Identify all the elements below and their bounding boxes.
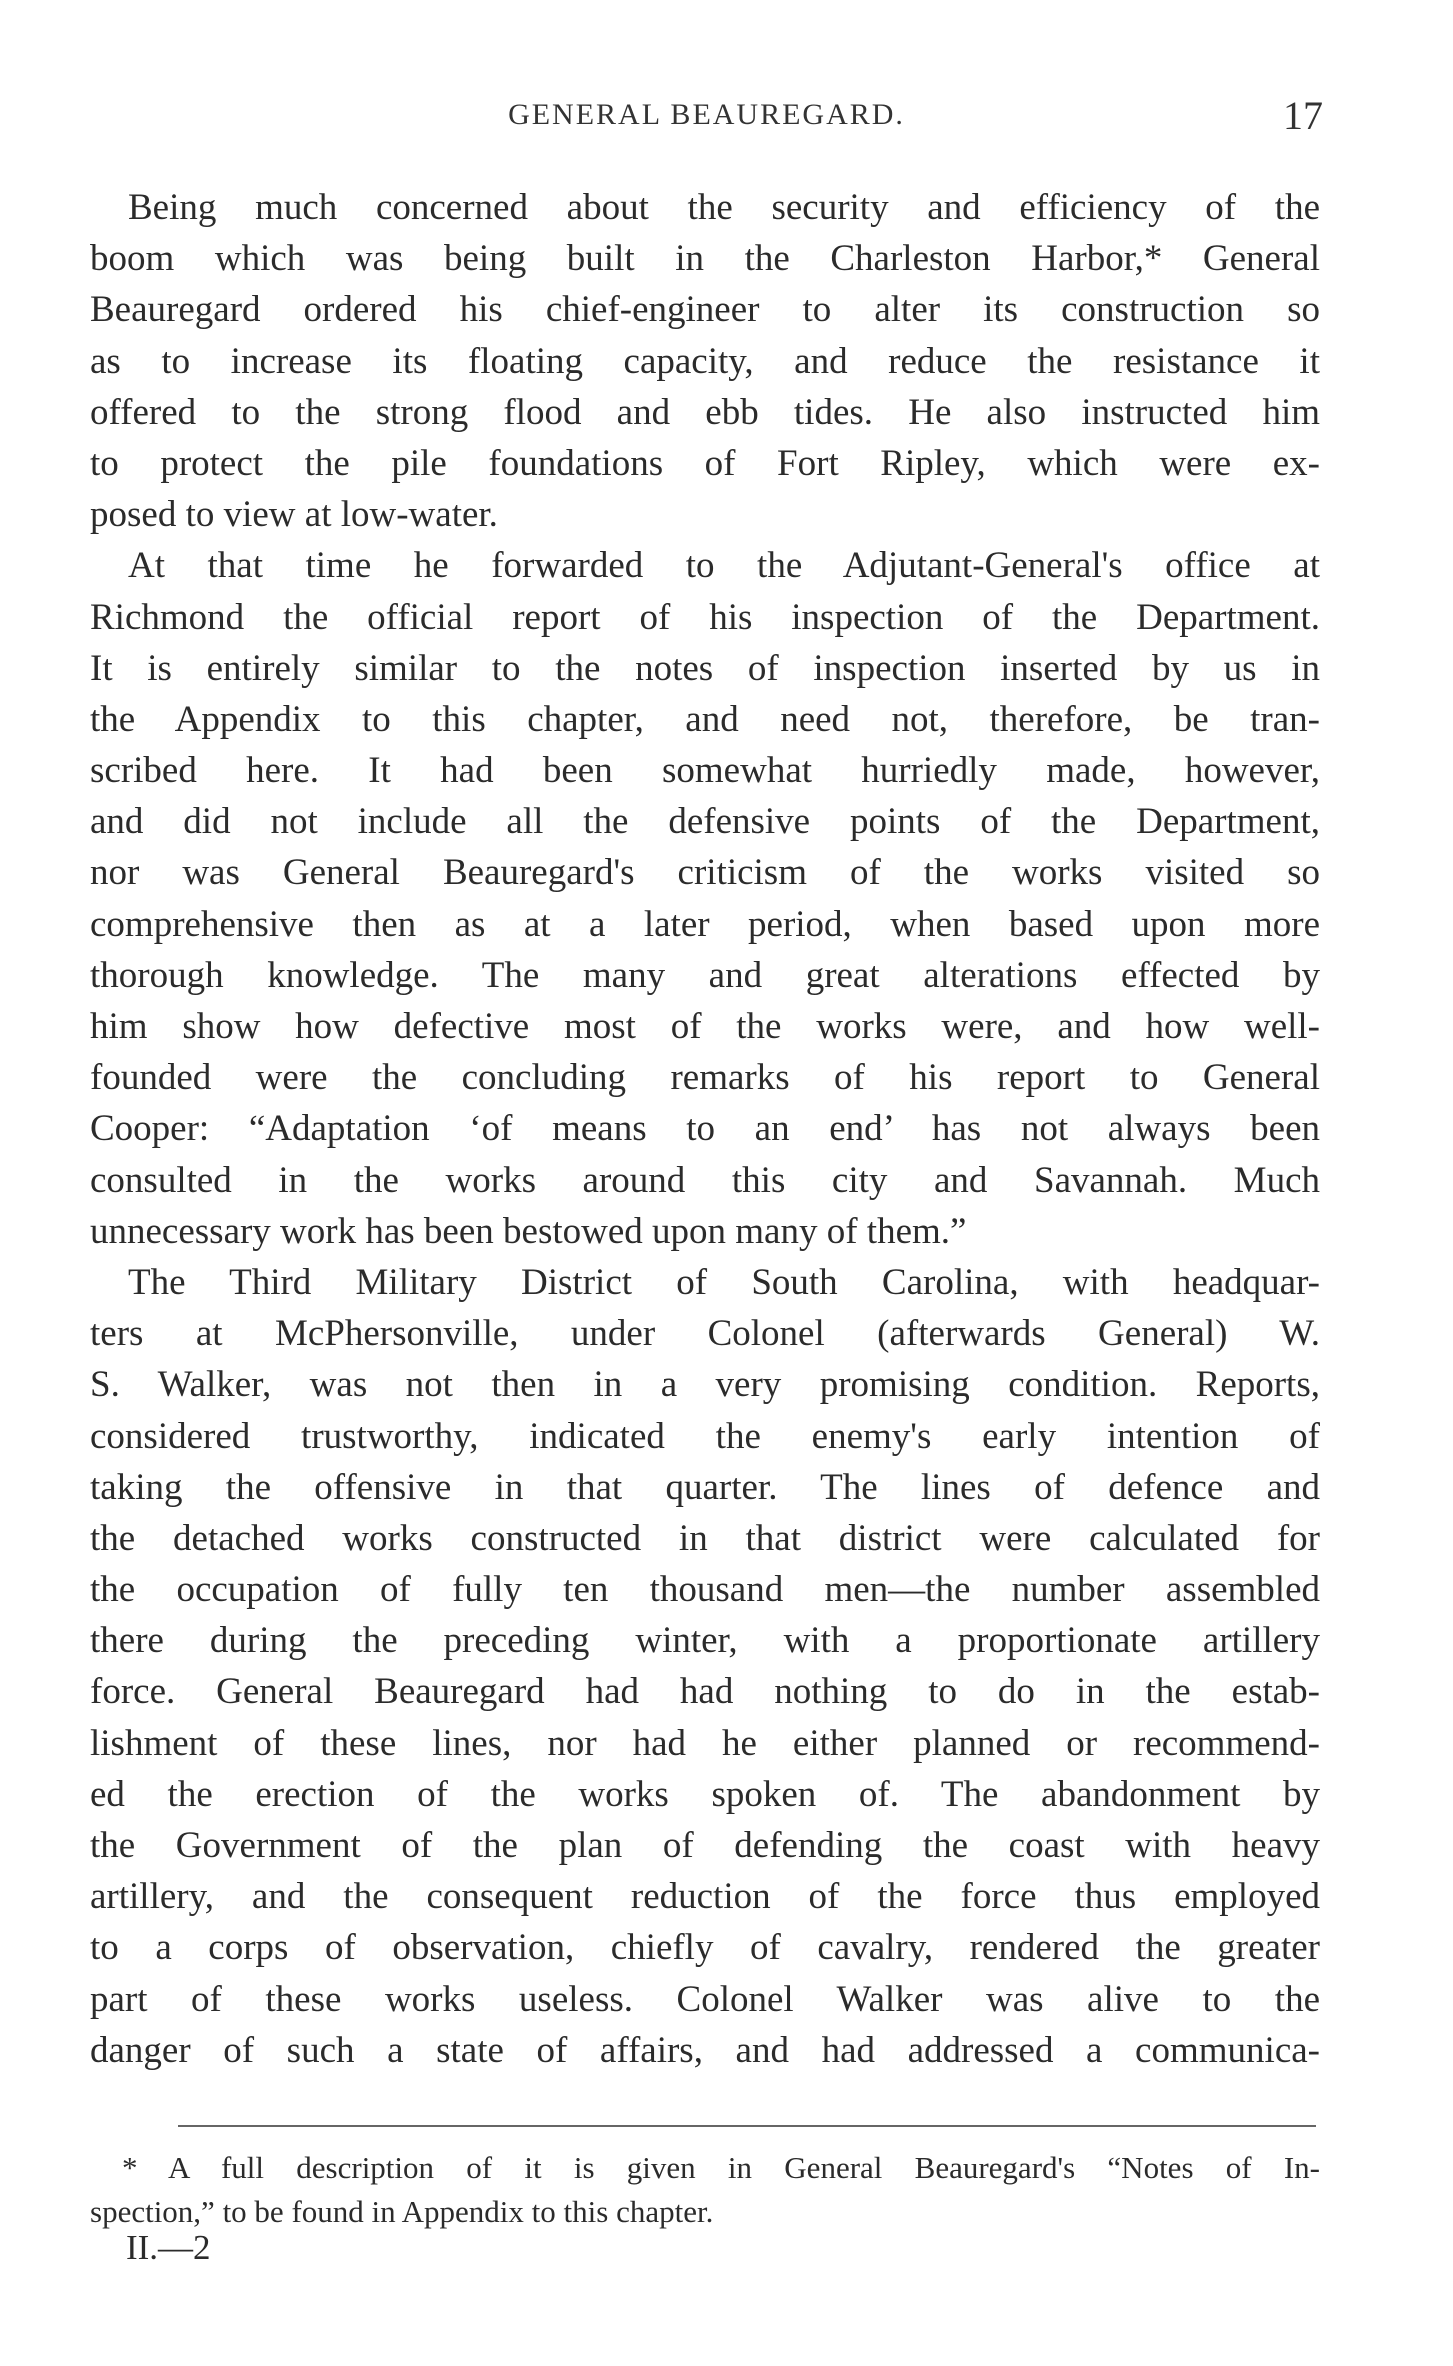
text-line: The Third Military District of South Carolina, with headquar-	[128, 1261, 1320, 1303]
text-line: there during the preceding winter, with a proportionate artillery	[90, 1620, 1320, 1662]
signature-mark: II.—2	[126, 2228, 211, 2267]
text-line: Richmond the official report of his inspection of the Department.	[90, 596, 1320, 638]
text-line: Being much concerned about the security and efficiency of the	[128, 187, 1320, 228]
running-head	[90, 93, 1323, 148]
text-line: offered to the strong flood and ebb tides. He also instructed him	[90, 391, 1320, 433]
footnote-line: * A full description of it is given in General Beauregard's “Notes of In-	[122, 2150, 1320, 2185]
text-line: Cooper: “Adaptation ‘of means to an end’ has not always been	[90, 1108, 1320, 1150]
text-line: consulted in the works around this city and Savannah. Much	[90, 1159, 1320, 1201]
text-line: and did not include all the defensive points of the Department,	[90, 801, 1320, 843]
text-line: part of these works useless. Colonel Walker was alive to the	[90, 1978, 1320, 2020]
text-line: force. General Beauregard had had nothing to do in the estab-	[90, 1671, 1320, 1713]
text-line: S. Walker, was not then in a very promising condition. Reports,	[90, 1364, 1320, 1406]
text-line: nor was General Beauregard's criticism of the works visited so	[90, 852, 1320, 894]
text-line: the Appendix to this chapter, and need not, therefore, be tran-	[90, 698, 1320, 740]
text-line: thorough knowledge. The many and great alterations effected by	[90, 954, 1320, 996]
body-text	[90, 182, 1320, 2076]
text-line: the occupation of fully ten thousand men—the number assembled	[90, 1569, 1320, 1611]
text-line: posed to view at low-water.	[90, 494, 498, 536]
running-title: GENERAL BEAUREGARD.	[508, 98, 905, 131]
text-line: artillery, and the consequent reduction of the force thus employed	[90, 1876, 1320, 1918]
text-line: as to increase its floating capacity, and reduce the resistance it	[90, 340, 1320, 382]
text-line: the detached works constructed in that district were calculated for	[90, 1517, 1320, 1559]
text-line: comprehensive then as at a later period, when based upon more	[90, 903, 1320, 945]
text-line: lishment of these lines, nor had he either planned or recommend-	[90, 1722, 1320, 1764]
text-line: to a corps of observation, chiefly of cavalry, rendered the greater	[90, 1927, 1320, 1969]
footnote	[90, 2146, 1320, 2234]
page-number: 17	[1283, 93, 1323, 138]
text-line: founded were the concluding remarks of his report to General	[90, 1057, 1320, 1099]
text-line: the Government of the plan of defending the coast with heavy	[90, 1825, 1320, 1866]
text-line: ed the erection of the works spoken of. The abandonment by	[90, 1773, 1320, 1815]
footnote-line: spection,” to be found in Appendix to this chapter.	[90, 2194, 714, 2229]
text-line: At that time he forwarded to the Adjutant-General's office at	[128, 545, 1320, 587]
text-line: ters at McPhersonville, under Colonel (afterwards General) W.	[90, 1313, 1320, 1355]
text-line: boom which was being built in the Charleston Harbor,* General	[90, 238, 1320, 280]
text-line: It is entirely similar to the notes of inspection inserted by us in	[90, 647, 1320, 689]
text-line: him show how defective most of the works were, and how well-	[90, 1006, 1320, 1047]
text-line: unnecessary work has been bestowed upon many of them.”	[90, 1210, 967, 1252]
footnote-rule	[178, 2125, 1316, 2127]
text-line: danger of such a state of affairs, and had addressed a communica-	[90, 2029, 1320, 2071]
text-line: taking the offensive in that quarter. The lines of defence and	[90, 1466, 1320, 1508]
text-line: Beauregard ordered his chief-engineer to alter its construction so	[90, 289, 1320, 331]
text-line: scribed here. It had been somewhat hurriedly made, however,	[90, 750, 1320, 792]
text-line: to protect the pile foundations of Fort Ripley, which were ex-	[90, 442, 1320, 484]
text-line: considered trustworthy, indicated the enemy's early intention of	[90, 1415, 1320, 1457]
